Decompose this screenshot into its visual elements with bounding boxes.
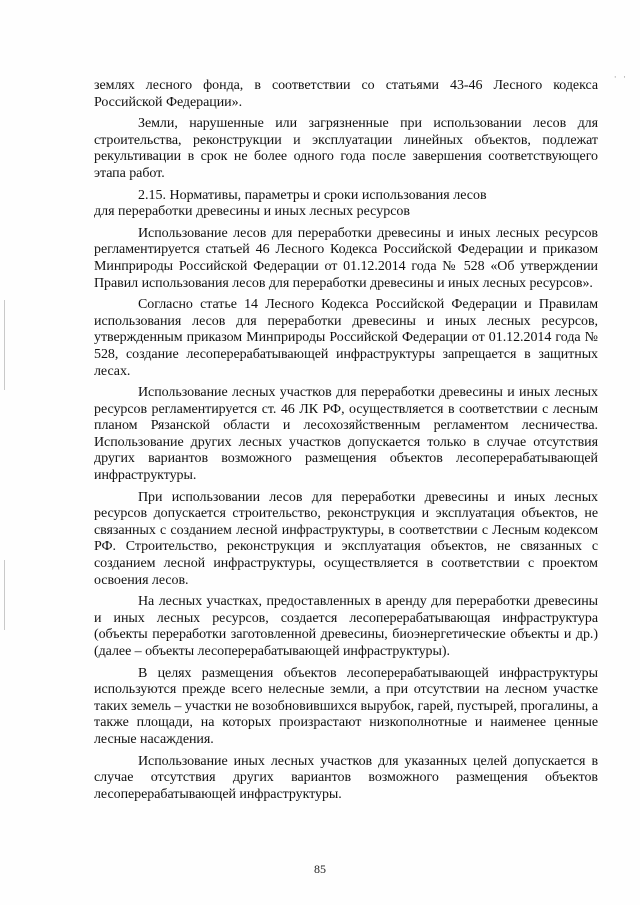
section-heading-continuation: для переработки древесины и иных лесных ресурсов: [94, 204, 411, 220]
paragraph-continuation: землях лесного фонда, в соответствии со статьями 43-46 Лесного кодекса Российской Федерации».: [94, 78, 598, 110]
paragraph-land-reclamation: Земли, нарушенные или загрязненные при использовании лесов для строительства, реконструкции и эксплуатации линейных объектов, подлежат рекультивации в срок не более одного года после завершения соответствующего этапа работ.: [94, 116, 598, 181]
scan-artifact: · ·: [613, 72, 628, 82]
document-body: [94, 78, 598, 808]
scan-edge-mark: [4, 300, 5, 390]
scan-edge-mark: [4, 560, 5, 630]
page-number: 85: [314, 862, 326, 876]
paragraph-leased-plots: На лесных участках, предоставленных в аренду для переработки древесины и иных лесных ресурсов, создается лесоперерабатывающая инфраструктура (объекты переработки заготовленной древесины, биоэнергетические объекты и др.) (далее – объекты лесоперерабатывающей инфраструктуры).: [94, 594, 598, 659]
section-heading: 2.15. Нормативы, параметры и сроки использования лесов: [138, 187, 487, 203]
paragraph-construction: При использовании лесов для переработки древесины и иных лесных ресурсов допускается строительство, реконструкция и эксплуатация объектов, не связанных с созданием лесной инфраструктуры, в соответствии с Лесным кодексом РФ. Строительство, реконструкция и эксплуатация объектов, не связанных с созданием лесной инфраструктуры, осуществляется в соответствии с проектом освоения лесов.: [94, 489, 598, 588]
paragraph-forest-plots-use: Использование лесных участков для переработки древесины и иных лесных ресурсов регламентируется ст. 46 ЛК РФ, осуществляется в соответствии с лесным планом Рязанской области и лесохозяйственным регламентом лесничества. Использование других лесных участков допускается только в случае отсутствия других вариантов возможного размещения объектов лесоперерабатывающей инфраструктуры.: [94, 385, 598, 484]
paragraph-placement: В целях размещения объектов лесоперерабатывающей инфраструктуры используются прежде всего нелесные земли, а при отсутствии на лесном участке таких земель – участки не возобновившихся вырубок, гарей, пустырей, прогалины, а также площади, на которых произрастают низкополнотные и наименее ценные лесные насаждения.: [94, 665, 598, 747]
paragraph-other-plots: Использование иных лесных участков для указанных целей допускается в случае отсутствия других вариантов возможного размещения объектов лесоперерабатывающей инфраструктуры.: [94, 753, 598, 802]
paragraph-article-14: Согласно статье 14 Лесного Кодекса Российской Федерации и Правилам использования лесов для переработки древесины и иных лесных ресурсов, утвержденным приказом Минприроды Российской Федерации от 01.12.2014 года № 528, создание лесоперерабатывающей инфраструктуры запрещается в защитных лесах.: [94, 297, 598, 379]
paragraph-regulation: Использование лесов для переработки древесины и иных лесных ресурсов регламентируется статьей 46 Лесного Кодекса Российской Федерации и приказом Минприроды Российской Федерации от 01.12.2014 года № 528 «Об утверждении Правил использования лесов для переработки древесины и иных лесных ресурсов».: [94, 225, 598, 291]
